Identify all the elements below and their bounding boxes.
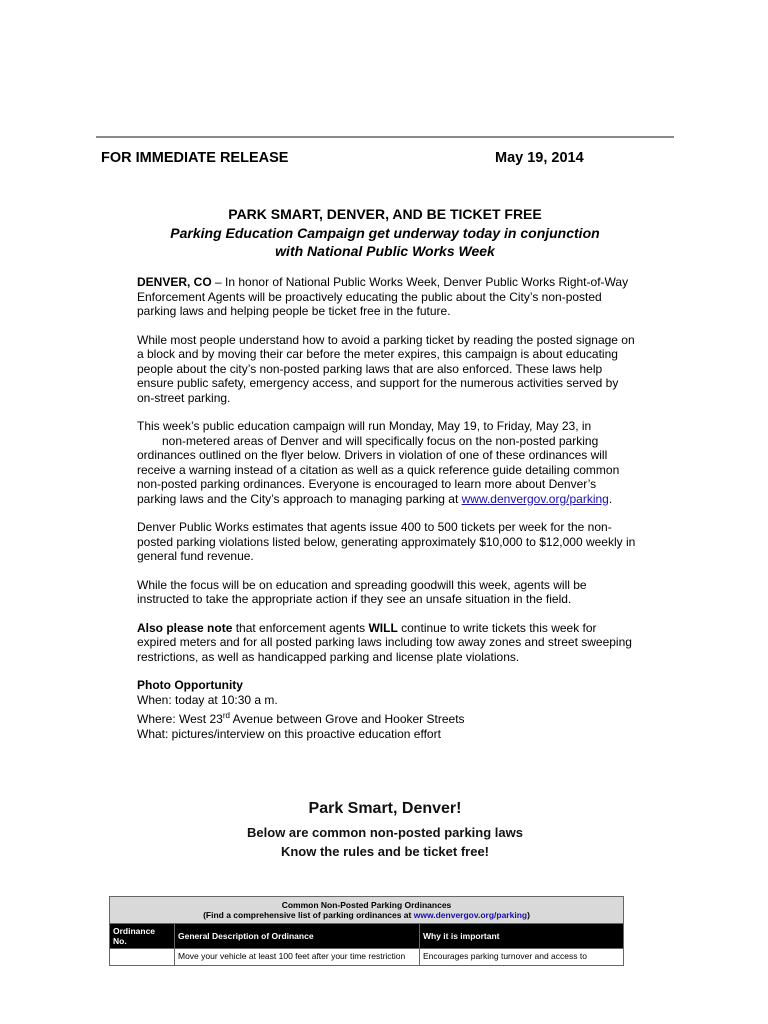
will-emphasis: WILL [368, 620, 398, 635]
photo-where [137, 708, 637, 727]
table-caption-subtitle [110, 910, 623, 920]
flyer-line-2: Know the rules and be ticket free! [280, 844, 490, 859]
paragraph-2: While most people understand how to avoid a parking ticket by reading the posted signage on a block and by moving their car before the meter expires, this campaign is about educating people about the city’s non-posted parking laws that are also enforced. These laws help ensure public safety, emergency access, and support for the numerous activities served by on-street parking. [137, 332, 635, 405]
table-row [110, 949, 624, 966]
ordinance-table [109, 896, 624, 966]
paragraph-3-end: . [608, 491, 613, 506]
subheadline [96, 224, 674, 260]
paragraph-6 [137, 621, 637, 665]
cell-importance: Encourages parking turnover and access to [420, 949, 624, 966]
caption-prefix: (Find a comprehensive list of parking ordinances at [203, 910, 414, 920]
note-lead: Also please note [137, 620, 233, 635]
top-divider [96, 136, 674, 138]
headline: PARK SMART, DENVER, AND BE TICKET FREE [228, 206, 542, 222]
release-date: May 19, 2014 [495, 150, 584, 166]
table-caption [110, 897, 624, 924]
paragraph-4: Denver Public Works estimates that agents issue 400 to 500 tickets per week for the non-posted parking violations listed below, generating approximately $10,000 to $12,000 weekly in general fund revenue. [137, 520, 636, 563]
paragraph-3-text: ordinances outlined on the flyer below. Drivers in violation of one of these ordinances will receive a warning instead of a citation as well as a quick reference guide detailing common non-posted parking ordinances. Everyone is encouraged to learn more about Denver’s parking laws and the City’s approach to managing parking at [137, 448, 620, 506]
cell-description: Move your vehicle at least 100 feet after your time restriction [175, 949, 420, 966]
photo-what: What: pictures/interview on this proactive education effort [137, 727, 441, 741]
paragraph-1 [137, 275, 637, 319]
paragraph-3-line-1: This week’s public education campaign will run Monday, May 19, to Friday, May 23, in [137, 419, 592, 433]
paragraph-5: While the focus will be on education and spreading goodwill this week, agents will be instructed to take the appropriate action if they see an unsafe situation in the field. [137, 577, 587, 606]
where-prefix: Where: West 23 [137, 712, 223, 726]
photo-when: When: today at 10:30 a m. [137, 693, 278, 707]
table-caption-title: Common Non-Posted Parking Ordinances [281, 900, 452, 910]
subhead-line-1: Parking Education Campaign get underway today in conjunction [170, 225, 600, 241]
paragraph-3 [137, 419, 637, 506]
header-importance: Why it is important [420, 924, 624, 949]
table-header-row [110, 924, 624, 949]
photo-title: Photo Opportunity [137, 678, 243, 692]
flyer-title: Park Smart, Denver! [308, 800, 462, 817]
paragraph-1-text: – In honor of National Public Works Week, Denver Public Works Right-of-Way Enforcement Agents will be proactively educating the public about the City’s non-posted parking laws and helping people be ticket free in the future. [137, 275, 629, 318]
release-body [137, 275, 637, 742]
photo-opportunity [137, 678, 637, 742]
paragraph-6-text: continue to write tickets this week for expired meters and for all posted parking laws including tow away zones and street sweeping restrictions, as well as handicapped parking and license plate violations. [137, 620, 632, 664]
paragraph-3-line-2: non-metered areas of Denver and will specifically focus on the non-posted parking [162, 433, 599, 448]
release-label: FOR IMMEDIATE RELEASE [101, 150, 289, 166]
paragraph-6-mid: that enforcement agents [232, 620, 369, 635]
parking-link[interactable]: www.denvergov.org/parking [461, 491, 609, 506]
header-ordinance-no: Ordinance No. [110, 924, 175, 949]
where-suffix: Avenue between Grove and Hooker Streets [229, 712, 465, 726]
flyer-heading [96, 800, 674, 859]
subhead-line-2: with National Public Works Week [275, 243, 495, 259]
caption-link[interactable]: www.denvergov.org/parking [413, 910, 528, 920]
flyer-line-1: Below are common non-posted parking laws [247, 825, 523, 840]
where-superscript: rd [222, 711, 230, 720]
header-description: General Description of Ordinance [175, 924, 420, 949]
dateline: DENVER, CO [137, 275, 212, 289]
caption-suffix: ) [527, 910, 530, 920]
cell-ordinance-no [110, 949, 175, 966]
